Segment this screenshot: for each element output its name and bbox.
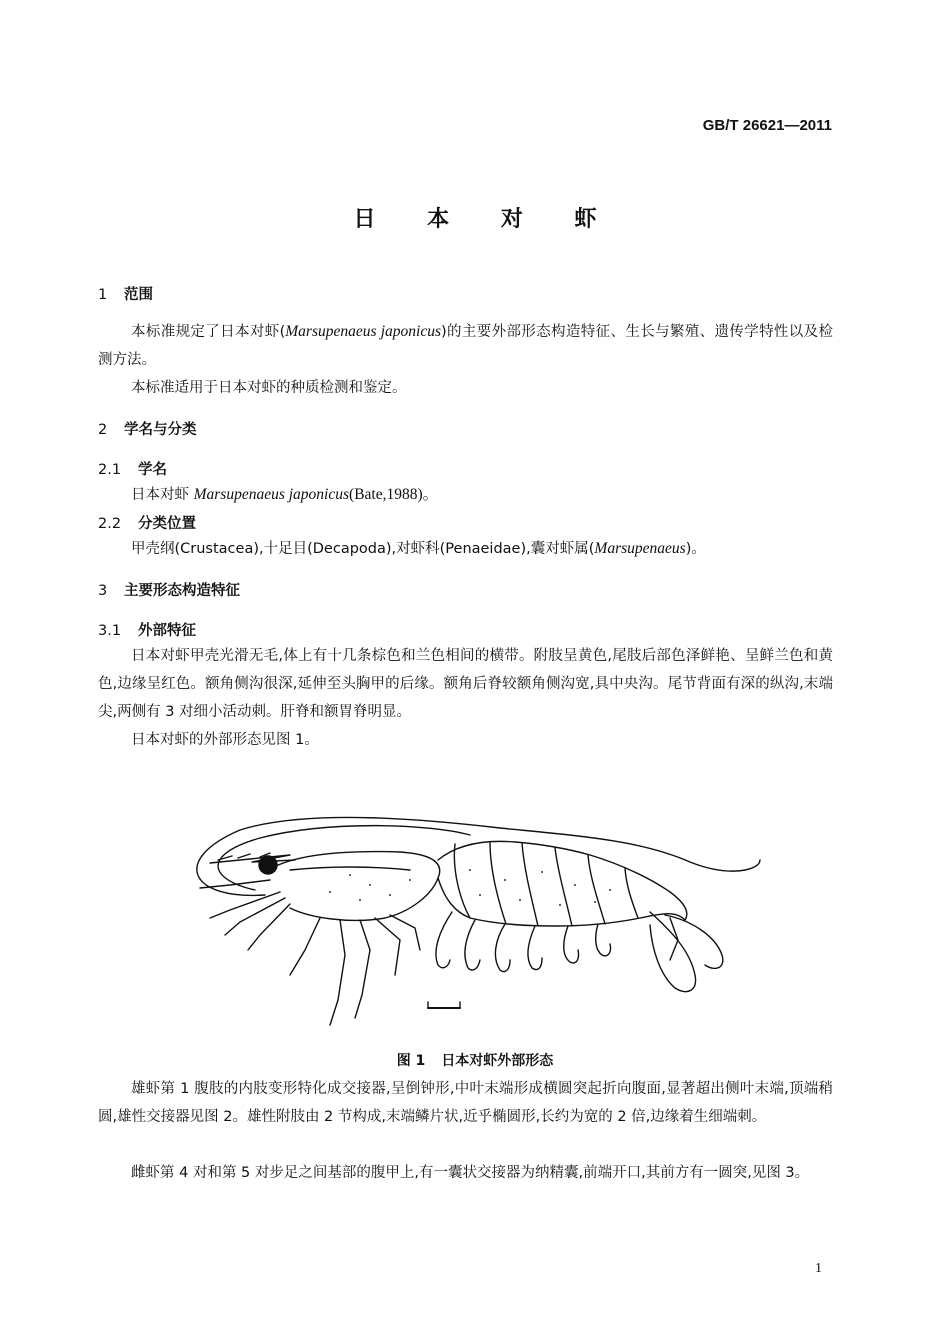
subsection-3-1-heading [98, 619, 196, 640]
section-number: 2 [98, 422, 108, 438]
text-run: )的主要外部形态构造特征、生长与繁殖、遗传学特性以及检测方法。 [98, 324, 834, 368]
subsection-2-1-text [98, 481, 833, 509]
section-1-paragraph-2: 本标准适用于日本对虾的种质检测和鉴定。 [131, 380, 407, 396]
subsection-number: 2.1 [98, 462, 122, 478]
section-number: 1 [98, 287, 108, 303]
figure-label: 图 1 [396, 1053, 426, 1069]
section-title: 范围 [124, 287, 153, 303]
section-1-paragraph-1 [98, 318, 833, 374]
latin-name: Marsupenaeus japonicus [193, 486, 350, 503]
standard-code: GB/T 26621—2011 [702, 117, 832, 134]
subsection-title: 学名 [138, 462, 167, 478]
subsection-number: 2.2 [98, 516, 122, 532]
shrimp-illustration-icon [170, 800, 770, 1040]
subsection-2-1-heading [98, 458, 167, 479]
subsection-3-1-paragraph-2: 日本对虾的外部形态见图 1。 [131, 732, 319, 748]
subsection-2-2-heading [98, 512, 196, 533]
section-number: 3 [98, 583, 108, 599]
subsection-title: 外部特征 [138, 623, 196, 639]
subsection-number: 3.1 [98, 623, 122, 639]
female-description-paragraph: 雌虾第 4 对和第 5 对步足之间基部的腹甲上,有一囊状交接器为纳精囊,前端开口,其前方有一圆突,见图 3。 [131, 1165, 810, 1181]
section-title: 主要形态构造特征 [124, 583, 240, 599]
latin-name: Marsupenaeus [594, 540, 686, 557]
latin-name: Marsupenaeus japonicus [285, 323, 442, 340]
page-number: 1 [815, 1261, 822, 1276]
text-run: 甲壳纲(Crustacea),十足目(Decapoda),对虾科(Penaeidae),囊对虾属( [131, 541, 595, 557]
section-3-heading [98, 579, 240, 600]
section-1-heading [98, 283, 153, 304]
text-run: 日本对虾 [131, 487, 194, 503]
text-run: )。 [685, 541, 706, 557]
subsection-3-1-paragraph-1: 日本对虾甲壳光滑无毛,体上有十几条棕色和兰色相间的横带。附肢呈黄色,尾肢后部色泽鲜艳、呈鲜兰色和黄色,边缘呈红色。额角侧沟很深,延伸至头胸甲的后缘。额角后脊较额角侧沟宽,具中央沟。尾节背面有深的纵沟,末端尖,两侧有 3 对细小活动刺。肝脊和额胃脊明显。 [98, 648, 833, 720]
figure-1-caption [0, 1050, 950, 1070]
text-run: (Bate,1988)。 [349, 486, 439, 503]
document-title: 日 本 对 虾 [353, 207, 619, 232]
subsection-2-2-text [98, 535, 833, 563]
text-run: 本标准规定了日本对虾( [131, 324, 286, 340]
section-2-heading [98, 418, 197, 439]
subsection-title: 分类位置 [138, 516, 196, 532]
section-title: 学名与分类 [124, 422, 197, 438]
male-description-paragraph: 雄虾第 1 腹肢的内肢变形特化成交接器,呈倒钟形,中叶末端形成横圆突起折向腹面,显著超出侧叶末端,顶端稍圆,雄性交接器见图 2。雄性附肢由 2 节构成,末端鳞片状,近乎椭圆形,长约为宽的 2 倍,边缘着生细端刺。 [98, 1081, 833, 1125]
figure-title: 日本对虾外部形态 [441, 1053, 554, 1069]
